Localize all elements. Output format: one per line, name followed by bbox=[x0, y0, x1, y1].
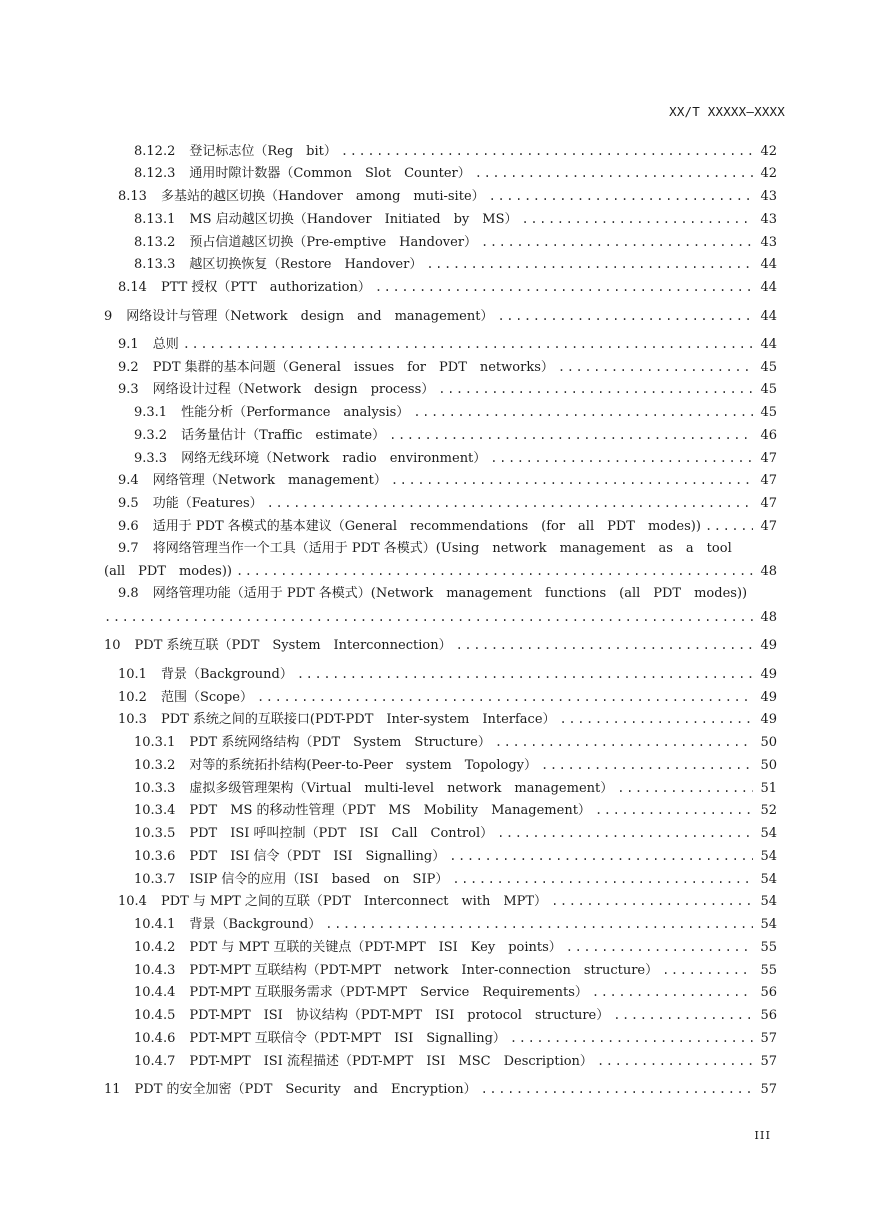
toc-entry-number: 10.4.2 bbox=[134, 940, 176, 955]
dot-leader bbox=[489, 187, 753, 205]
toc-entry-number: 9.7 bbox=[118, 541, 139, 556]
toc-entry-page: 54 bbox=[760, 872, 777, 887]
toc-entry-number: 10.3.7 bbox=[134, 872, 176, 887]
toc-entry-number: 10.4.6 bbox=[134, 1031, 176, 1046]
dot-leader bbox=[475, 164, 753, 182]
toc-entry-page: 55 bbox=[760, 940, 777, 955]
dot-leader bbox=[551, 892, 753, 910]
toc-entry-number: 9.3.3 bbox=[134, 451, 168, 466]
toc-entry-title: PDT-MPT 互联服务需求（PDT-MPT Service Requirements） bbox=[189, 985, 588, 1000]
toc-entry[interactable] bbox=[134, 733, 777, 751]
toc-entry-number: 8.13 bbox=[118, 189, 147, 204]
dot-leader bbox=[662, 961, 753, 979]
dot-leader bbox=[389, 426, 753, 444]
toc-entry-page: 50 bbox=[760, 758, 777, 773]
toc-entry-title: ISIP 信令的应用（ISI based on SIP） bbox=[189, 872, 449, 887]
dot-leader bbox=[558, 358, 753, 376]
toc-entry-page: 42 bbox=[760, 144, 777, 159]
toc-entry-page: 49 bbox=[760, 690, 777, 705]
dot-leader bbox=[617, 779, 753, 797]
toc-entry-page: 54 bbox=[760, 917, 777, 932]
toc-entry-page: 51 bbox=[760, 781, 777, 796]
toc-entry-number: 10.2 bbox=[118, 690, 147, 705]
toc-entry-page: 57 bbox=[760, 1031, 777, 1046]
toc-entry-title: 网络管理功能（适用于 PDT 各模式）(Network management functions (all PDT modes)) bbox=[152, 586, 748, 601]
toc-entry-title: 将网络管理当作一个工具（适用于 PDT 各模式）(Using network management as a tool bbox=[152, 541, 732, 556]
dot-leader bbox=[375, 278, 753, 296]
toc-entry[interactable] bbox=[134, 801, 777, 819]
toc-entry-page: 45 bbox=[760, 382, 777, 397]
dot-leader bbox=[497, 824, 753, 842]
toc-entry-number: 10 bbox=[104, 638, 121, 653]
dot-leader bbox=[595, 801, 753, 819]
dot-leader bbox=[597, 1052, 753, 1070]
dot-leader bbox=[104, 608, 753, 626]
toc-entry-page: 44 bbox=[760, 337, 777, 352]
dot-leader bbox=[481, 233, 753, 251]
toc-entry[interactable] bbox=[134, 1052, 777, 1070]
toc-entry-title: MS 启动越区切换（Handover Initiated by MS） bbox=[189, 212, 518, 227]
dot-leader bbox=[426, 255, 753, 273]
toc-entry-number: 8.13.2 bbox=[134, 235, 176, 250]
toc-entry-title[interactable] bbox=[118, 540, 732, 558]
toc-entry-number: 9.2 bbox=[118, 360, 139, 375]
toc-entry-number: 9.3.1 bbox=[134, 405, 168, 420]
toc-entry[interactable] bbox=[104, 307, 777, 325]
toc-entry-number: 8.13.1 bbox=[134, 212, 176, 227]
toc-entry[interactable] bbox=[118, 665, 777, 683]
toc-entry-continuation[interactable] bbox=[104, 608, 777, 626]
dot-leader bbox=[566, 938, 753, 956]
toc-entry-number: 10.3.2 bbox=[134, 758, 176, 773]
toc-entry-title: 虚拟多级管理架构（Virtual multi-level network management） bbox=[189, 781, 614, 796]
toc-entry-title: PDT-MPT 互联结构（PDT-MPT network Inter-connection structure） bbox=[189, 963, 659, 978]
toc-entry-title: 网络无线环境（Network radio environment） bbox=[181, 451, 487, 466]
dot-leader bbox=[495, 733, 753, 751]
toc-entry-page: 56 bbox=[760, 985, 777, 1000]
toc-entry-page: 47 bbox=[760, 496, 777, 511]
toc-entry-page: 57 bbox=[760, 1082, 777, 1097]
toc-entry-title: 背景（Background） bbox=[189, 917, 322, 932]
toc-entry[interactable] bbox=[118, 471, 777, 489]
toc-entry-number: 10.1 bbox=[118, 667, 147, 682]
toc-entry[interactable] bbox=[118, 380, 777, 398]
dot-leader bbox=[592, 983, 753, 1001]
toc-entry-number: 9 bbox=[104, 309, 113, 324]
toc-entry-page: 43 bbox=[760, 189, 777, 204]
toc-entry-number: 9.4 bbox=[118, 473, 139, 488]
toc-entry[interactable] bbox=[118, 187, 777, 205]
toc-entry-title: PDT 系统互联（PDT System Interconnection） bbox=[134, 638, 452, 653]
toc-entry-title: PDT 与 MPT 互联的关键点（PDT-MPT ISI Key points） bbox=[189, 940, 562, 955]
toc-entry-page: 48 bbox=[760, 564, 777, 579]
dot-leader bbox=[456, 636, 753, 654]
dot-leader bbox=[325, 915, 753, 933]
toc-entry-number: 8.14 bbox=[118, 280, 147, 295]
toc-entry-page: 52 bbox=[760, 803, 777, 818]
dot-leader bbox=[257, 688, 753, 706]
toc-entry-title[interactable] bbox=[118, 585, 747, 603]
toc-entry[interactable] bbox=[134, 255, 777, 273]
toc-entry-title: 网络设计过程（Network design process） bbox=[152, 382, 435, 397]
toc-entry[interactable] bbox=[134, 961, 777, 979]
toc-entry[interactable] bbox=[134, 426, 777, 444]
toc-entry-title: PDT 系统之间的互联接口(PDT-PDT Inter-system Interface） bbox=[160, 712, 556, 727]
toc-entry-number: 10.4 bbox=[118, 894, 147, 909]
toc-entry-title: PDT-MPT ISI 流程描述（PDT-MPT ISI MSC Description） bbox=[189, 1054, 593, 1069]
toc-entry-page: 43 bbox=[760, 212, 777, 227]
dot-leader bbox=[522, 210, 754, 228]
dot-leader bbox=[613, 1006, 753, 1024]
toc-entry-title: PDT 与 MPT 之间的互联（PDT Interconnect with MPT） bbox=[160, 894, 548, 909]
toc-entry-number: 10.3.6 bbox=[134, 849, 176, 864]
toc-entry-page: 49 bbox=[760, 667, 777, 682]
dot-leader bbox=[236, 562, 753, 580]
toc-entry-title: PDT ISI 呼叫控制（PDT ISI Call Control） bbox=[189, 826, 494, 841]
toc-entry-page: 46 bbox=[760, 428, 777, 443]
dot-leader bbox=[705, 517, 753, 535]
toc-entry-number: 9.5 bbox=[118, 496, 139, 511]
toc-entry-page: 45 bbox=[760, 405, 777, 420]
dot-leader bbox=[481, 1080, 753, 1098]
toc-entry-title: PDT 集群的基本问题（General issues for PDT networks） bbox=[152, 360, 554, 375]
dot-leader bbox=[490, 449, 753, 467]
toc-entry-number: 9.6 bbox=[118, 519, 139, 534]
toc-entry-number: 9.3.2 bbox=[134, 428, 168, 443]
toc-entry[interactable] bbox=[118, 710, 777, 728]
toc-entry-title: 对等的系统拓扑结构(Peer-to-Peer system Topology） bbox=[189, 758, 538, 773]
toc-entry-title: 多基站的越区切换（Handover among muti-site） bbox=[160, 189, 485, 204]
toc-entry-title: 总则 bbox=[152, 337, 179, 352]
toc-entry-number: 10.4.7 bbox=[134, 1054, 176, 1069]
toc-entry-title: PTT 授权（PTT authorization） bbox=[160, 280, 371, 295]
toc-entry-title: 话务量估计（Traffic estimate） bbox=[181, 428, 386, 443]
toc-entry[interactable] bbox=[118, 892, 777, 910]
dot-leader bbox=[297, 665, 753, 683]
toc-entry-number: 8.12.3 bbox=[134, 166, 176, 181]
document-code-header: XX/T XXXXX—XXXX bbox=[669, 104, 785, 119]
dot-leader bbox=[497, 307, 753, 325]
toc-entry-number: 9.8 bbox=[118, 586, 139, 601]
toc-entry[interactable] bbox=[134, 779, 777, 797]
toc-entry[interactable] bbox=[134, 983, 777, 1001]
toc-entry[interactable] bbox=[104, 1080, 777, 1098]
toc-entry-title: PDT ISI 信令（PDT ISI Signalling） bbox=[189, 849, 446, 864]
toc-entry-continuation[interactable] bbox=[104, 562, 777, 580]
dot-leader bbox=[560, 710, 753, 728]
toc-entry-title: 背景（Background） bbox=[160, 667, 293, 682]
toc-entry[interactable] bbox=[134, 233, 777, 251]
toc-entry-title: PDT 系统网络结构（PDT System Structure） bbox=[189, 735, 491, 750]
toc-entry-title: PDT-MPT 互联信令（PDT-MPT ISI Signalling） bbox=[189, 1031, 506, 1046]
toc-entry[interactable] bbox=[134, 164, 777, 182]
toc-entry[interactable] bbox=[134, 938, 777, 956]
toc-entry-number: 8.12.2 bbox=[134, 144, 176, 159]
toc-entry[interactable] bbox=[134, 756, 777, 774]
toc-entry[interactable] bbox=[134, 403, 777, 421]
dot-leader bbox=[183, 335, 753, 353]
dot-leader bbox=[449, 847, 753, 865]
toc-entry-title-cont: (all PDT modes)) bbox=[104, 564, 232, 579]
toc-entry[interactable] bbox=[118, 494, 777, 512]
toc-entry-title: 通用时隙计数器（Common Slot Counter） bbox=[189, 166, 471, 181]
toc-entry[interactable] bbox=[134, 449, 777, 467]
toc-entry-title: 越区切换恢复（Restore Handover） bbox=[189, 257, 423, 272]
toc-entry-number: 11 bbox=[104, 1082, 121, 1097]
toc-entry-title: 性能分析（Performance analysis） bbox=[181, 405, 410, 420]
toc-entry-number: 10.3.1 bbox=[134, 735, 176, 750]
dot-leader bbox=[267, 494, 753, 512]
toc-entry-title: 适用于 PDT 各模式的基本建议（General recommendations (for all PDT modes)) bbox=[152, 519, 701, 534]
toc-entry-title: PDT-MPT ISI 协议结构（PDT-MPT ISI protocol structure） bbox=[189, 1008, 610, 1023]
dot-leader bbox=[510, 1029, 753, 1047]
toc-entry-page: 48 bbox=[760, 610, 777, 625]
toc-entry-number: 10.4.3 bbox=[134, 963, 176, 978]
toc-entry-number: 10.3.5 bbox=[134, 826, 176, 841]
toc-entry-page: 42 bbox=[760, 166, 777, 181]
dot-leader bbox=[391, 471, 753, 489]
toc-entry-page: 57 bbox=[760, 1054, 777, 1069]
toc-entry-page: 54 bbox=[760, 849, 777, 864]
toc-entry-page: 44 bbox=[760, 257, 777, 272]
dot-leader bbox=[341, 142, 753, 160]
toc-entry-number: 8.13.3 bbox=[134, 257, 176, 272]
toc-entry-page: 50 bbox=[760, 735, 777, 750]
toc-entry-title: 登记标志位（Reg bit） bbox=[189, 144, 337, 159]
toc-entry-number: 10.4.1 bbox=[134, 917, 176, 932]
toc-entry[interactable] bbox=[134, 1006, 777, 1024]
toc-entry[interactable] bbox=[134, 142, 777, 160]
toc-entry[interactable] bbox=[134, 824, 777, 842]
toc-entry-title: 网络管理（Network management） bbox=[152, 473, 387, 488]
toc-entry[interactable] bbox=[134, 847, 777, 865]
dot-leader bbox=[452, 870, 753, 888]
toc-entry[interactable] bbox=[118, 688, 777, 706]
toc-entry-title: PDT MS 的移动性管理（PDT MS Mobility Management） bbox=[189, 803, 591, 818]
toc-entry-page: 55 bbox=[760, 963, 777, 978]
toc-entry-title: 预占信道越区切换（Pre-emptive Handover） bbox=[189, 235, 478, 250]
toc-entry[interactable] bbox=[118, 278, 777, 296]
toc-entry-page: 47 bbox=[760, 451, 777, 466]
toc-entry-page: 43 bbox=[760, 235, 777, 250]
toc-entry-title: 网络设计与管理（Network design and management） bbox=[126, 309, 494, 324]
toc-entry[interactable] bbox=[134, 1029, 777, 1047]
toc-entry-page: 47 bbox=[760, 519, 777, 534]
toc-entry[interactable] bbox=[104, 636, 777, 654]
toc-entry-number: 10.4.5 bbox=[134, 1008, 176, 1023]
toc-entry[interactable] bbox=[134, 870, 777, 888]
toc-entry-title: PDT 的安全加密（PDT Security and Encryption） bbox=[134, 1082, 477, 1097]
toc-entry-page: 54 bbox=[760, 894, 777, 909]
toc-entry-page: 54 bbox=[760, 826, 777, 841]
toc-entry[interactable] bbox=[134, 915, 777, 933]
toc-entry-number: 10.3.3 bbox=[134, 781, 176, 796]
toc-entry-number: 9.1 bbox=[118, 337, 139, 352]
toc-entry[interactable] bbox=[134, 210, 777, 228]
toc-entry[interactable] bbox=[118, 517, 777, 535]
toc-entry[interactable] bbox=[118, 358, 777, 376]
toc-entry-page: 49 bbox=[760, 638, 777, 653]
toc-entry-number: 10.4.4 bbox=[134, 985, 176, 1000]
toc-entry-page: 44 bbox=[760, 309, 777, 324]
toc-entry-number: 10.3.4 bbox=[134, 803, 176, 818]
toc-entry-title: 功能（Features） bbox=[152, 496, 263, 511]
dot-leader bbox=[541, 756, 753, 774]
toc-entry-number: 10.3 bbox=[118, 712, 147, 727]
dot-leader bbox=[438, 380, 753, 398]
dot-leader bbox=[413, 403, 753, 421]
toc-entry[interactable] bbox=[118, 335, 777, 353]
toc-entry-page: 49 bbox=[760, 712, 777, 727]
toc-entry-page: 45 bbox=[760, 360, 777, 375]
toc-entry-page: 47 bbox=[760, 473, 777, 488]
toc-entry-page: 44 bbox=[760, 280, 777, 295]
toc-entry-page: 56 bbox=[760, 1008, 777, 1023]
toc-entry-number: 9.3 bbox=[118, 382, 139, 397]
page-number-footer: III bbox=[754, 1128, 771, 1142]
toc-entry-title: 范围（Scope） bbox=[160, 690, 253, 705]
